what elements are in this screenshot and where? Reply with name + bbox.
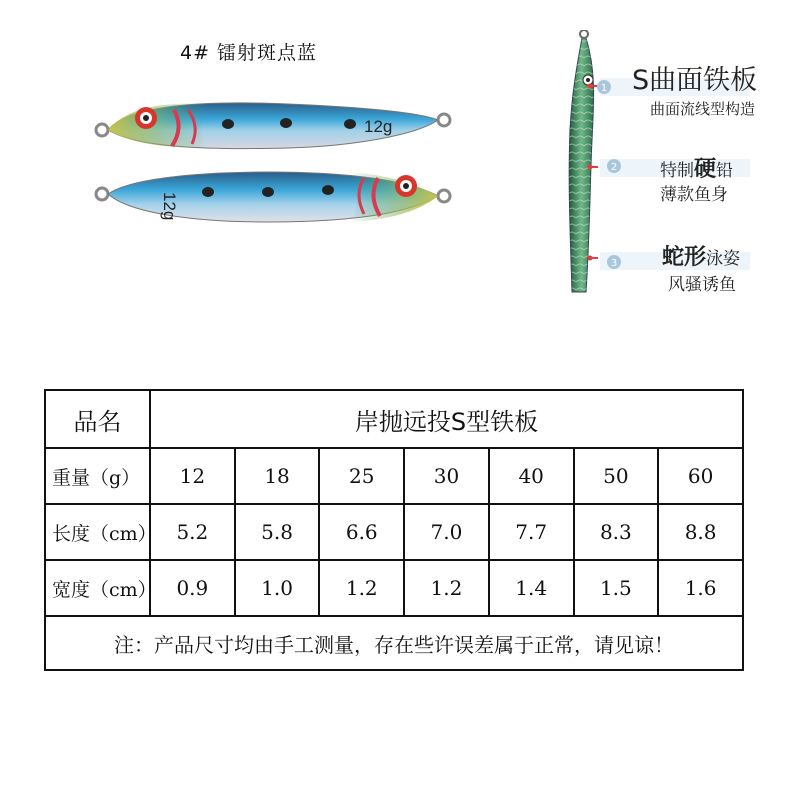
length-label: 长度（cm） <box>45 504 150 560</box>
table-cell: 1.2 <box>319 560 404 616</box>
table-row-note <box>45 616 743 670</box>
name-value-cell: 岸抛远投S型铁板 <box>150 390 743 448</box>
lure-top-weight: 12g <box>364 117 393 136</box>
table-cell: 8.8 <box>658 504 743 560</box>
table-cell: 1.0 <box>235 560 320 616</box>
table-cell: 6.6 <box>319 504 404 560</box>
table-cell: 40 <box>489 448 574 504</box>
table-row-name <box>45 390 743 448</box>
table-row-length <box>45 504 743 560</box>
table-cell: 7.0 <box>404 504 489 560</box>
feature-2-post: 铅 <box>716 161 734 181</box>
feature-3-post: 泳姿 <box>706 249 741 269</box>
table-cell: 25 <box>319 448 404 504</box>
table-cell: 8.3 <box>574 504 659 560</box>
table-cell: 5.2 <box>150 504 235 560</box>
table-row-weight <box>45 448 743 504</box>
table-cell: 1.4 <box>489 560 574 616</box>
table-cell: 1.2 <box>404 560 489 616</box>
feature-3-highlight: 蛇形 <box>662 245 707 270</box>
feature-1-subtitle: 曲面流线型构造 <box>650 100 756 118</box>
feature-3-line-1 <box>662 240 740 271</box>
feature-1-title: S曲面铁板 <box>632 65 758 96</box>
feature-2-highlight: 硬 <box>694 157 717 182</box>
table-cell: 7.7 <box>489 504 574 560</box>
width-label: 宽度（cm） <box>45 560 150 616</box>
table-cell: 12 <box>150 448 235 504</box>
callout-3-number: 3 <box>610 258 618 269</box>
table-cell: 30 <box>404 448 489 504</box>
lure-bottom <box>96 172 450 222</box>
callout-1-number: 1 <box>600 83 608 94</box>
feature-2-line-2: 薄款鱼身 <box>660 185 728 205</box>
weight-label: 重量（g） <box>45 448 150 504</box>
table-cell: 1.5 <box>574 560 659 616</box>
feature-2-pre: 特制 <box>660 161 694 181</box>
name-header-cell: 品名 <box>45 390 150 448</box>
table-row-width <box>45 560 743 616</box>
table-cell: 18 <box>235 448 320 504</box>
lure-bottom-weight: 12g <box>160 192 179 221</box>
table-cell: 1.6 <box>658 560 743 616</box>
table-cell: 5.8 <box>235 504 320 560</box>
lure-top <box>96 103 450 149</box>
table-cell: 0.9 <box>150 560 235 616</box>
spec-table <box>44 389 744 671</box>
product-color-label: 4# 镭射斑点蓝 <box>180 42 318 64</box>
table-cell: 60 <box>658 448 743 504</box>
feature-2-line-1 <box>660 152 733 183</box>
lure-product-image <box>88 90 458 240</box>
table-cell: 50 <box>574 448 659 504</box>
note-cell: 注：产品尺寸均由手工测量，存在些许误差属于正常，请见谅！ <box>45 616 743 670</box>
callout-2-number: 2 <box>610 162 618 173</box>
feature-3-line-2: 风骚诱鱼 <box>668 275 736 295</box>
